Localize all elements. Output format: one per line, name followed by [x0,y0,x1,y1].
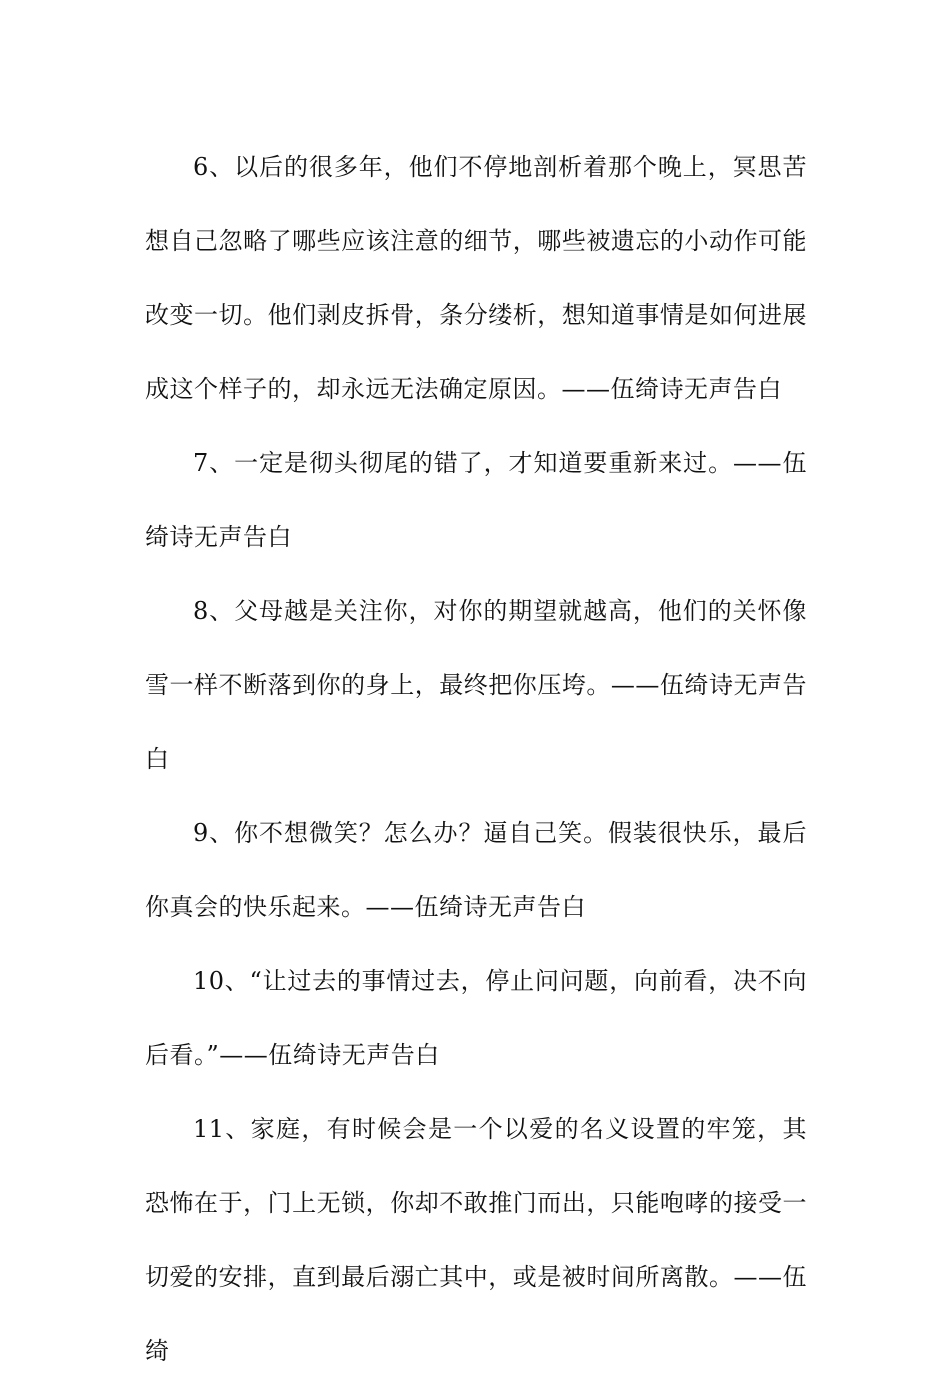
document-body [145,130,807,1388]
quote-paragraph-7: 7、一定是彻头彻尾的错了，才知道要重新来过。——伍绮诗无声告白 [145,449,807,551]
quote-paragraph-10: 10、“让过去的事情过去，停止问问题，向前看，决不向后看。”——伍绮诗无声告白 [145,967,807,1069]
quote-paragraph-8: 8、父母越是关注你，对你的期望就越高，他们的关怀像雪一样不断落到你的身上，最终把你压垮。——伍绮诗无声告白 [145,597,807,773]
quote-paragraph-6: 6、以后的很多年，他们不停地剖析着那个晚上，冥思苦想自己忽略了哪些应该注意的细节，哪些被遗忘的小动作可能改变一切。他们剥皮拆骨，条分缕析，想知道事情是如何进展成这个样子的，却永远无法确定原因。——伍绮诗无声告白 [145,153,807,403]
quote-paragraph-11: 11、家庭，有时候会是一个以爱的名义设置的牢笼，其恐怖在于，门上无锁，你却不敢推门而出，只能咆哮的接受一切爱的安排，直到最后溺亡其中，或是被时间所离散。——伍绮 [145,1115,807,1365]
quote-paragraph-9: 9、你不想微笑？怎么办？逼自己笑。假装很快乐，最后你真会的快乐起来。——伍绮诗无声告白 [145,819,807,921]
